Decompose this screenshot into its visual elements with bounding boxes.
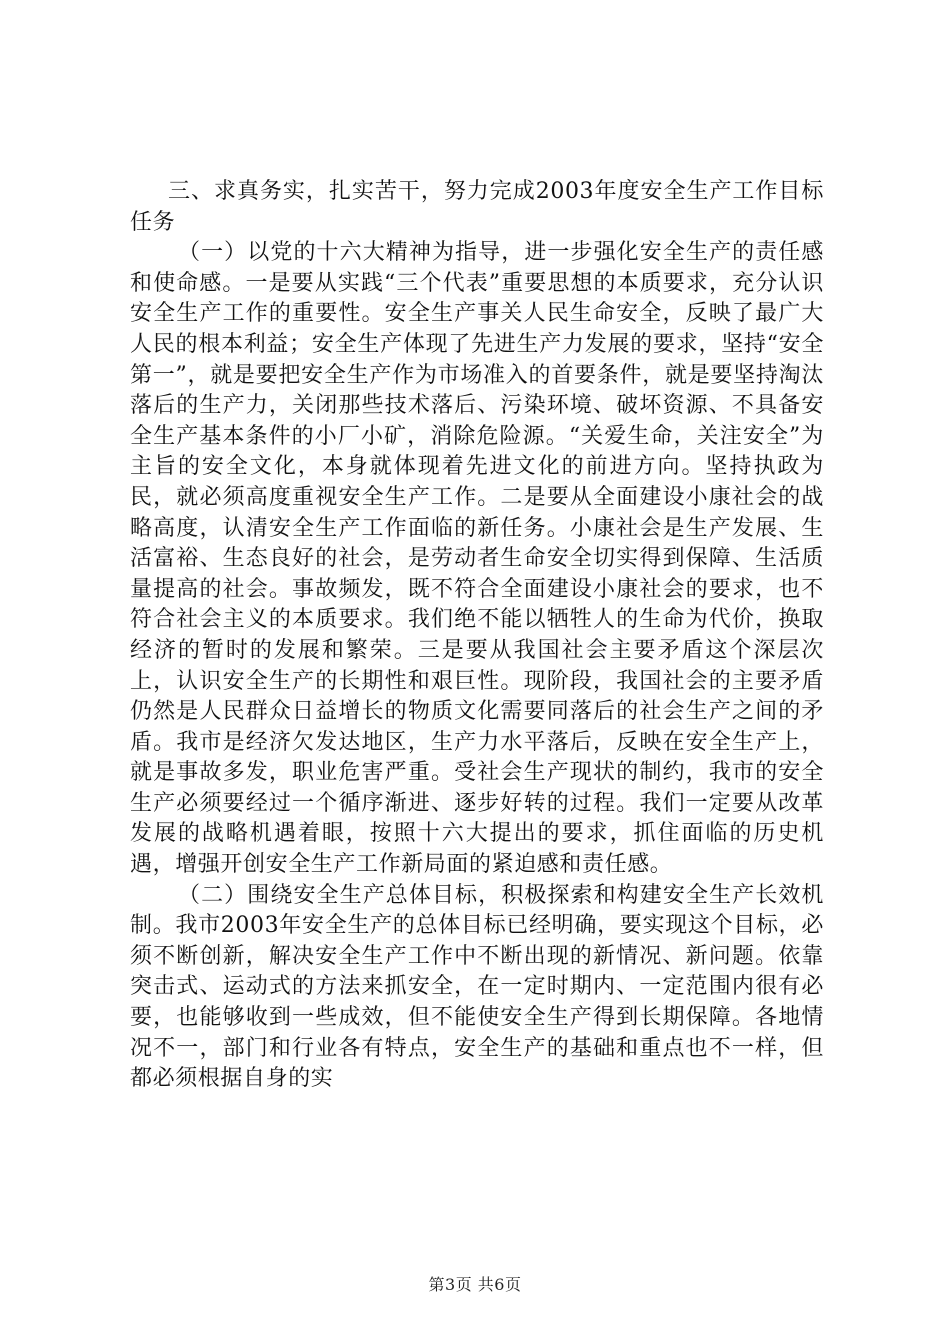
page-number-footer: 第3页 共6页 <box>428 1275 522 1294</box>
section-heading-paragraph: 三、求真务实，扎实苦干，努力完成2003年度安全生产工作目标任务 <box>130 179 824 235</box>
document-body <box>130 177 824 1095</box>
body-paragraph-2: （二）围绕安全生产总体目标，积极探索和构建安全生产长效机制。我市2003年安全生产的总体目标已经明确，要实现这个目标，必须不断创新，解决安全生产工作中不断出现的新情况、新问题。依靠突击式、运动式的方法来抓安全，在一定时期内、一定范围内很有必要，也能够收到一些成效，但不能使安全生产得到长期保障。各地情况不一，部门和行业各有特点，安全生产的基础和重点也不一样，但都必须根据自身的实 <box>130 882 824 1092</box>
body-paragraph-1: （一）以党的十六大精神为指导，进一步强化安全生产的责任感和使命感。一是要从实践“三个代表”重要思想的本质要求，充分认识安全生产工作的重要性。安全生产事关人民生命安全，反映了最广大人民的根本利益；安全生产体现了先进生产力发展的要求，坚持“安全第一”，就是要把安全生产作为市场准入的首要条件，就是要坚持淘汰落后的生产力，关闭那些技术落后、污染环境、破坏资源、不具备安全生产基本条件的小厂小矿，消除危险源。“关爱生命，关注安全”为主旨的安全文化，本身就体现着先进文化的前进方向。坚持执政为民，就必须高度重视安全生产工作。二是要从全面建设小康社会的战略高度，认清安全生产工作面临的新任务。小康社会是生产发展、生活富裕、生态良好的社会，是劳动者生命安全切实得到保障、生活质量提高的社会。事故频发，既不符合全面建设小康社会的要求，也不符合社会主义的本质要求。我们绝不能以牺牲人的生命为代价，换取经济的暂时的发展和繁荣。三是要从我国社会主要矛盾这个深层次上，认识安全生产的长期性和艰巨性。现阶段，我国社会的主要矛盾仍然是人民群众日益增长的物质文化需要同落后的社会生产之间的矛盾。我市是经济欠发达地区，生产力水平落后，反映在安全生产上，就是事故多发，职业危害严重。受社会生产现状的制约，我市的安全生产必须要经过一个循序渐进、逐步好转的过程。我们一定要从改革发展的战略机遇着眼，按照十六大提出的要求，抓住面临的历史机遇，增强开创安全生产工作新局面的紧迫感和责任感。 <box>130 240 824 878</box>
